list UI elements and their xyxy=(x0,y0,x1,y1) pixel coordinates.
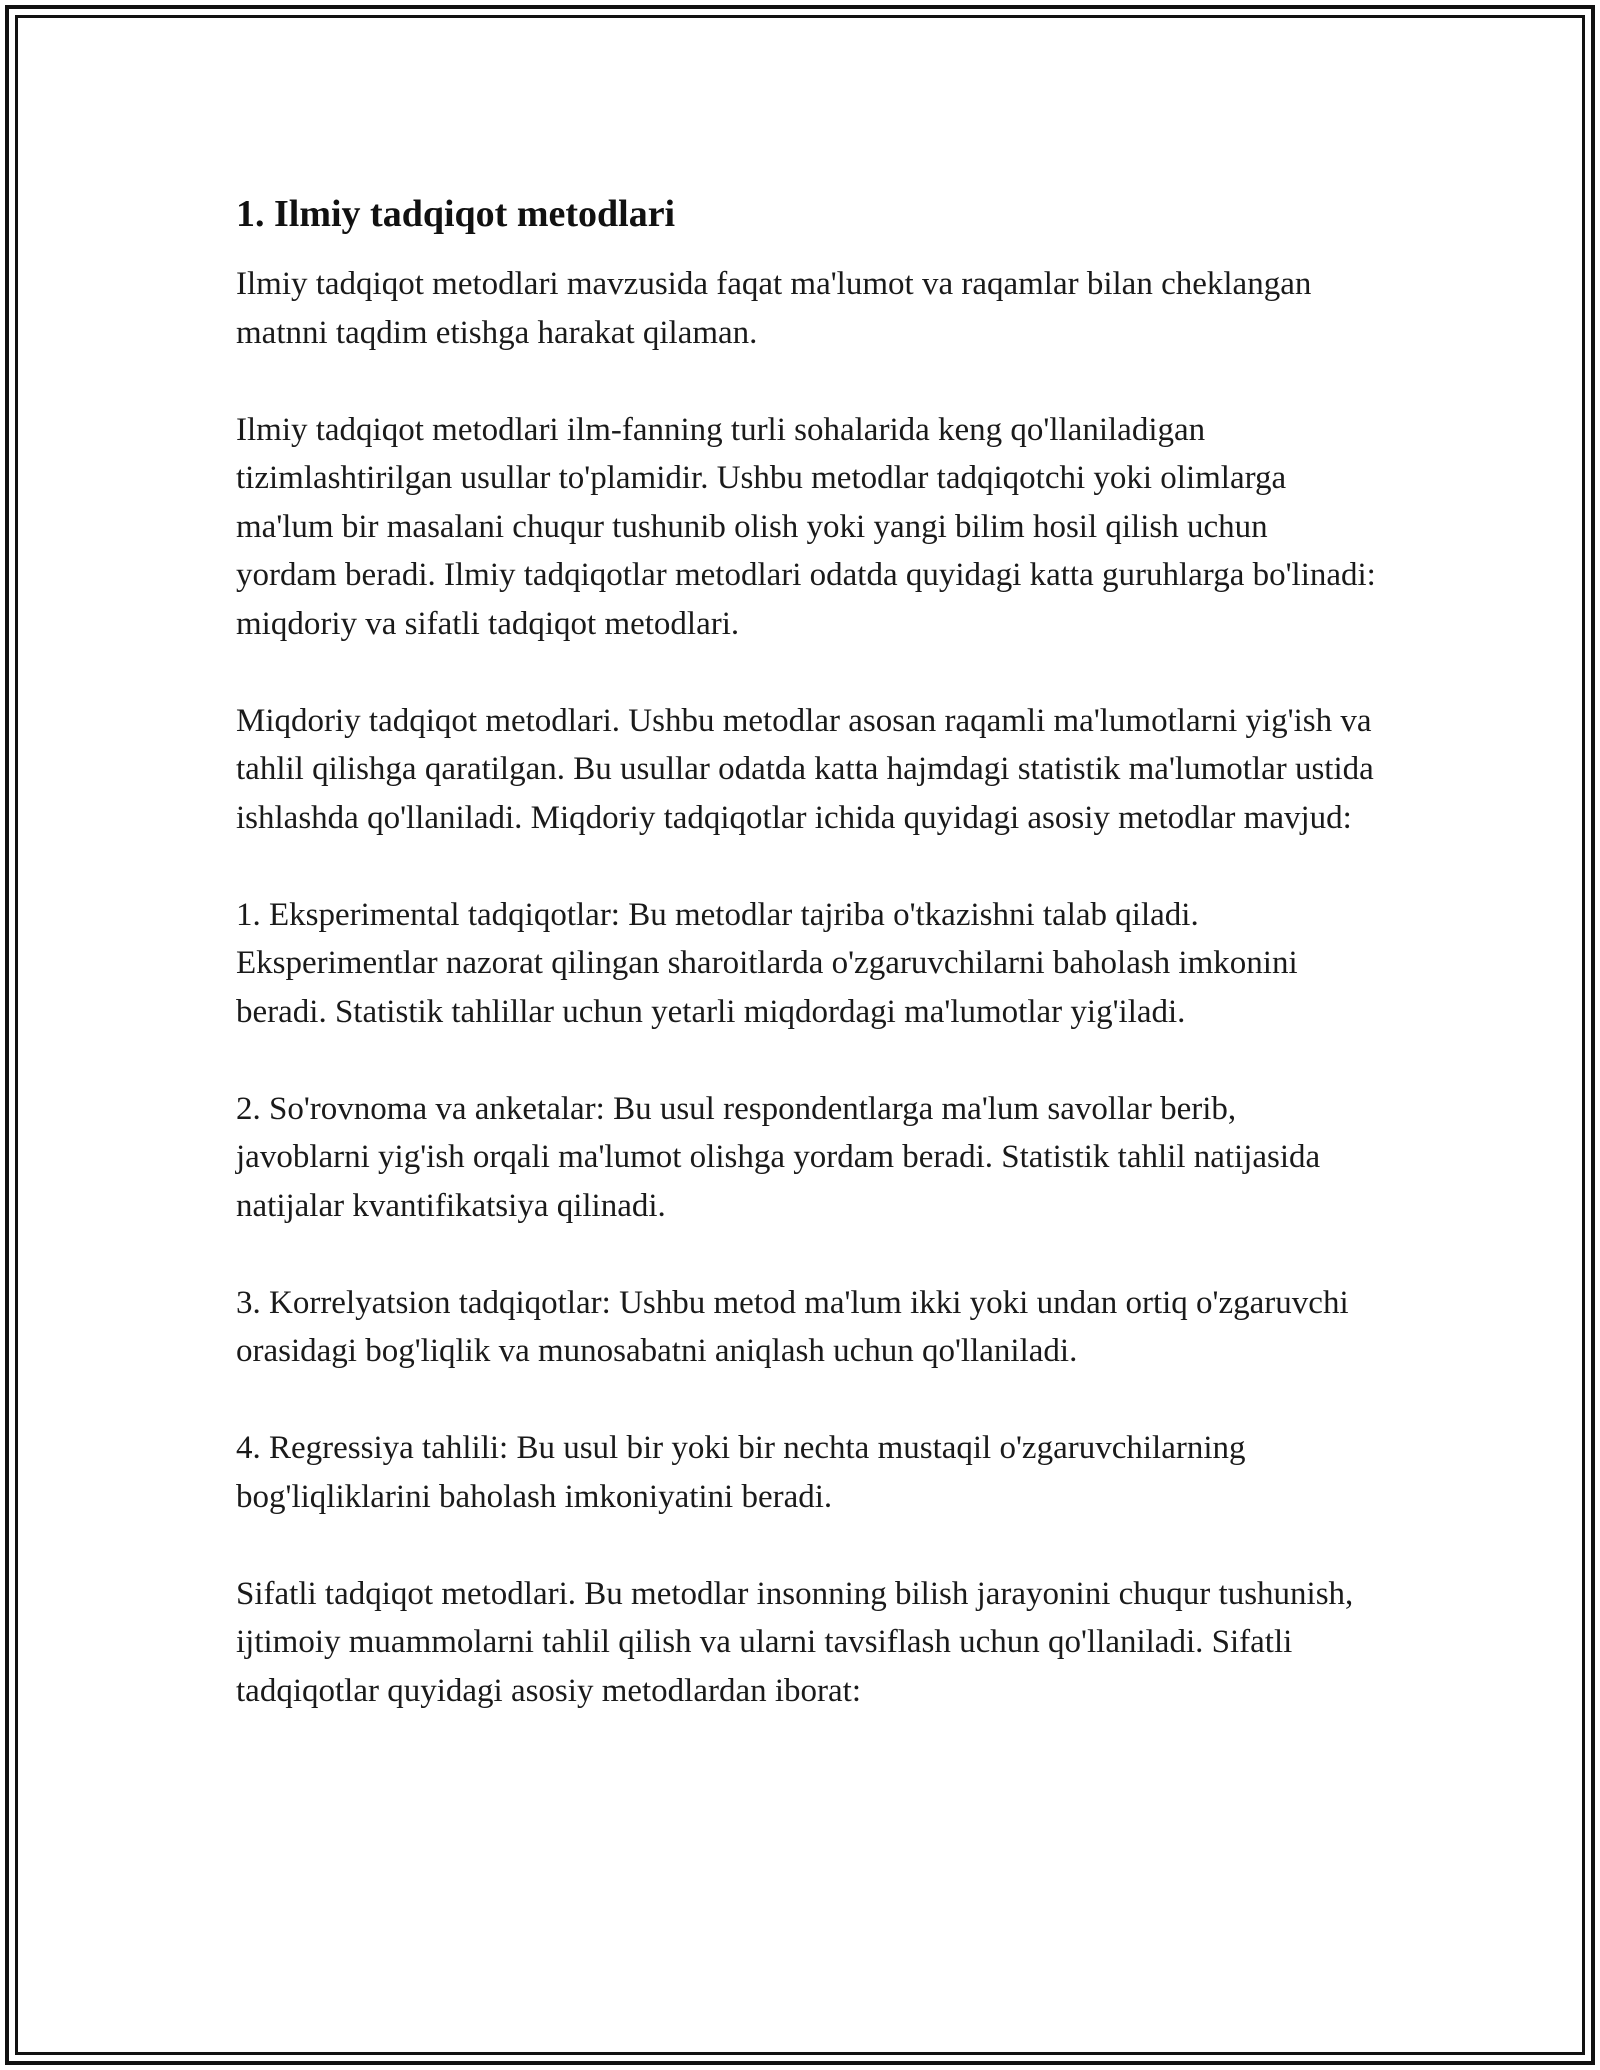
section-heading: 1. Ilmiy tadqiqot metodlari xyxy=(236,193,676,235)
intro-paragraph: Ilmiy tadqiqot metodlari mavzusida faqat ma'lumot va raqamlar bilan cheklangan matnni taqdim etishga harakat qilaman. xyxy=(236,266,1312,351)
list-item-regression: 4. Regressiya tahlili: Bu usul bir yoki bir nechta mustaqil o'zgaruvchilarning bog'liqliklarini baholash imkoniyatini beradi. xyxy=(236,1430,1246,1515)
qualitative-methods-paragraph: Sifatli tadqiqot metodlari. Bu metodlar insonning bilish jarayonini chuqur tushunish, ijtimoiy muammolarni tahlil qilish va ularni tavsiflash uchun qo'llaniladi. Sifatli tadqiqotlar quyidagi asosiy metodlardan iborat: xyxy=(236,1575,1354,1709)
document-body xyxy=(236,188,1376,1764)
quantitative-methods-paragraph: Miqdoriy tadqiqot metodlari. Ushbu metodlar asosan raqamli ma'lumotlarni yig'ish va tahlil qilishga qaratilgan. Bu usullar odatda katta hajmdagi statistik ma'lumotlar ustida ishlashda qo'llaniladi. Miqdoriy tadqiqotlar ichida quyidagi asosiy metodlar mavjud: xyxy=(236,702,1374,836)
list-item-correlational: 3. Korrelyatsion tadqiqotlar: Ushbu metod ma'lum ikki yoki undan ortiq o'zgaruvchi orasidagi bog'liqlik va munosabatni aniqlash uchun qo'llaniladi. xyxy=(236,1284,1349,1369)
list-item-surveys: 2. So'rovnoma va anketalar: Bu usul respondentlarga ma'lum savollar berib, javoblarni yig'ish orqali ma'lumot olishga yordam beradi. Statistik tahlil natijasida natijalar kvantifikatsiya qilinadi. xyxy=(236,1090,1321,1224)
overview-paragraph: Ilmiy tadqiqot metodlari ilm-fanning turli sohalarida keng qo'llaniladigan tizimlashtirilgan usullar to'plamidir. Ushbu metodlar tadqiqotchi yoki olimlarga ma'lum bir masalani chuqur tushunib olish yoki yangi bilim hosil qilish uchun yordam beradi. Ilmiy tadqiqotlar metodlari odatda quyidagi katta guruhlarga bo'linadi: miqdoriy va sifatli tadqiqot metodlari. xyxy=(236,411,1376,642)
list-item-experimental: 1. Eksperimental tadqiqotlar: Bu metodlar tajriba o'tkazishni talab qiladi. Eksperimentlar nazorat qilingan sharoitlarda o'zgaruvchilarni baholash imkonini beradi. Statistik tahlillar uchun yetarli miqdordagi ma'lumotlar yig'iladi. xyxy=(236,896,1298,1030)
